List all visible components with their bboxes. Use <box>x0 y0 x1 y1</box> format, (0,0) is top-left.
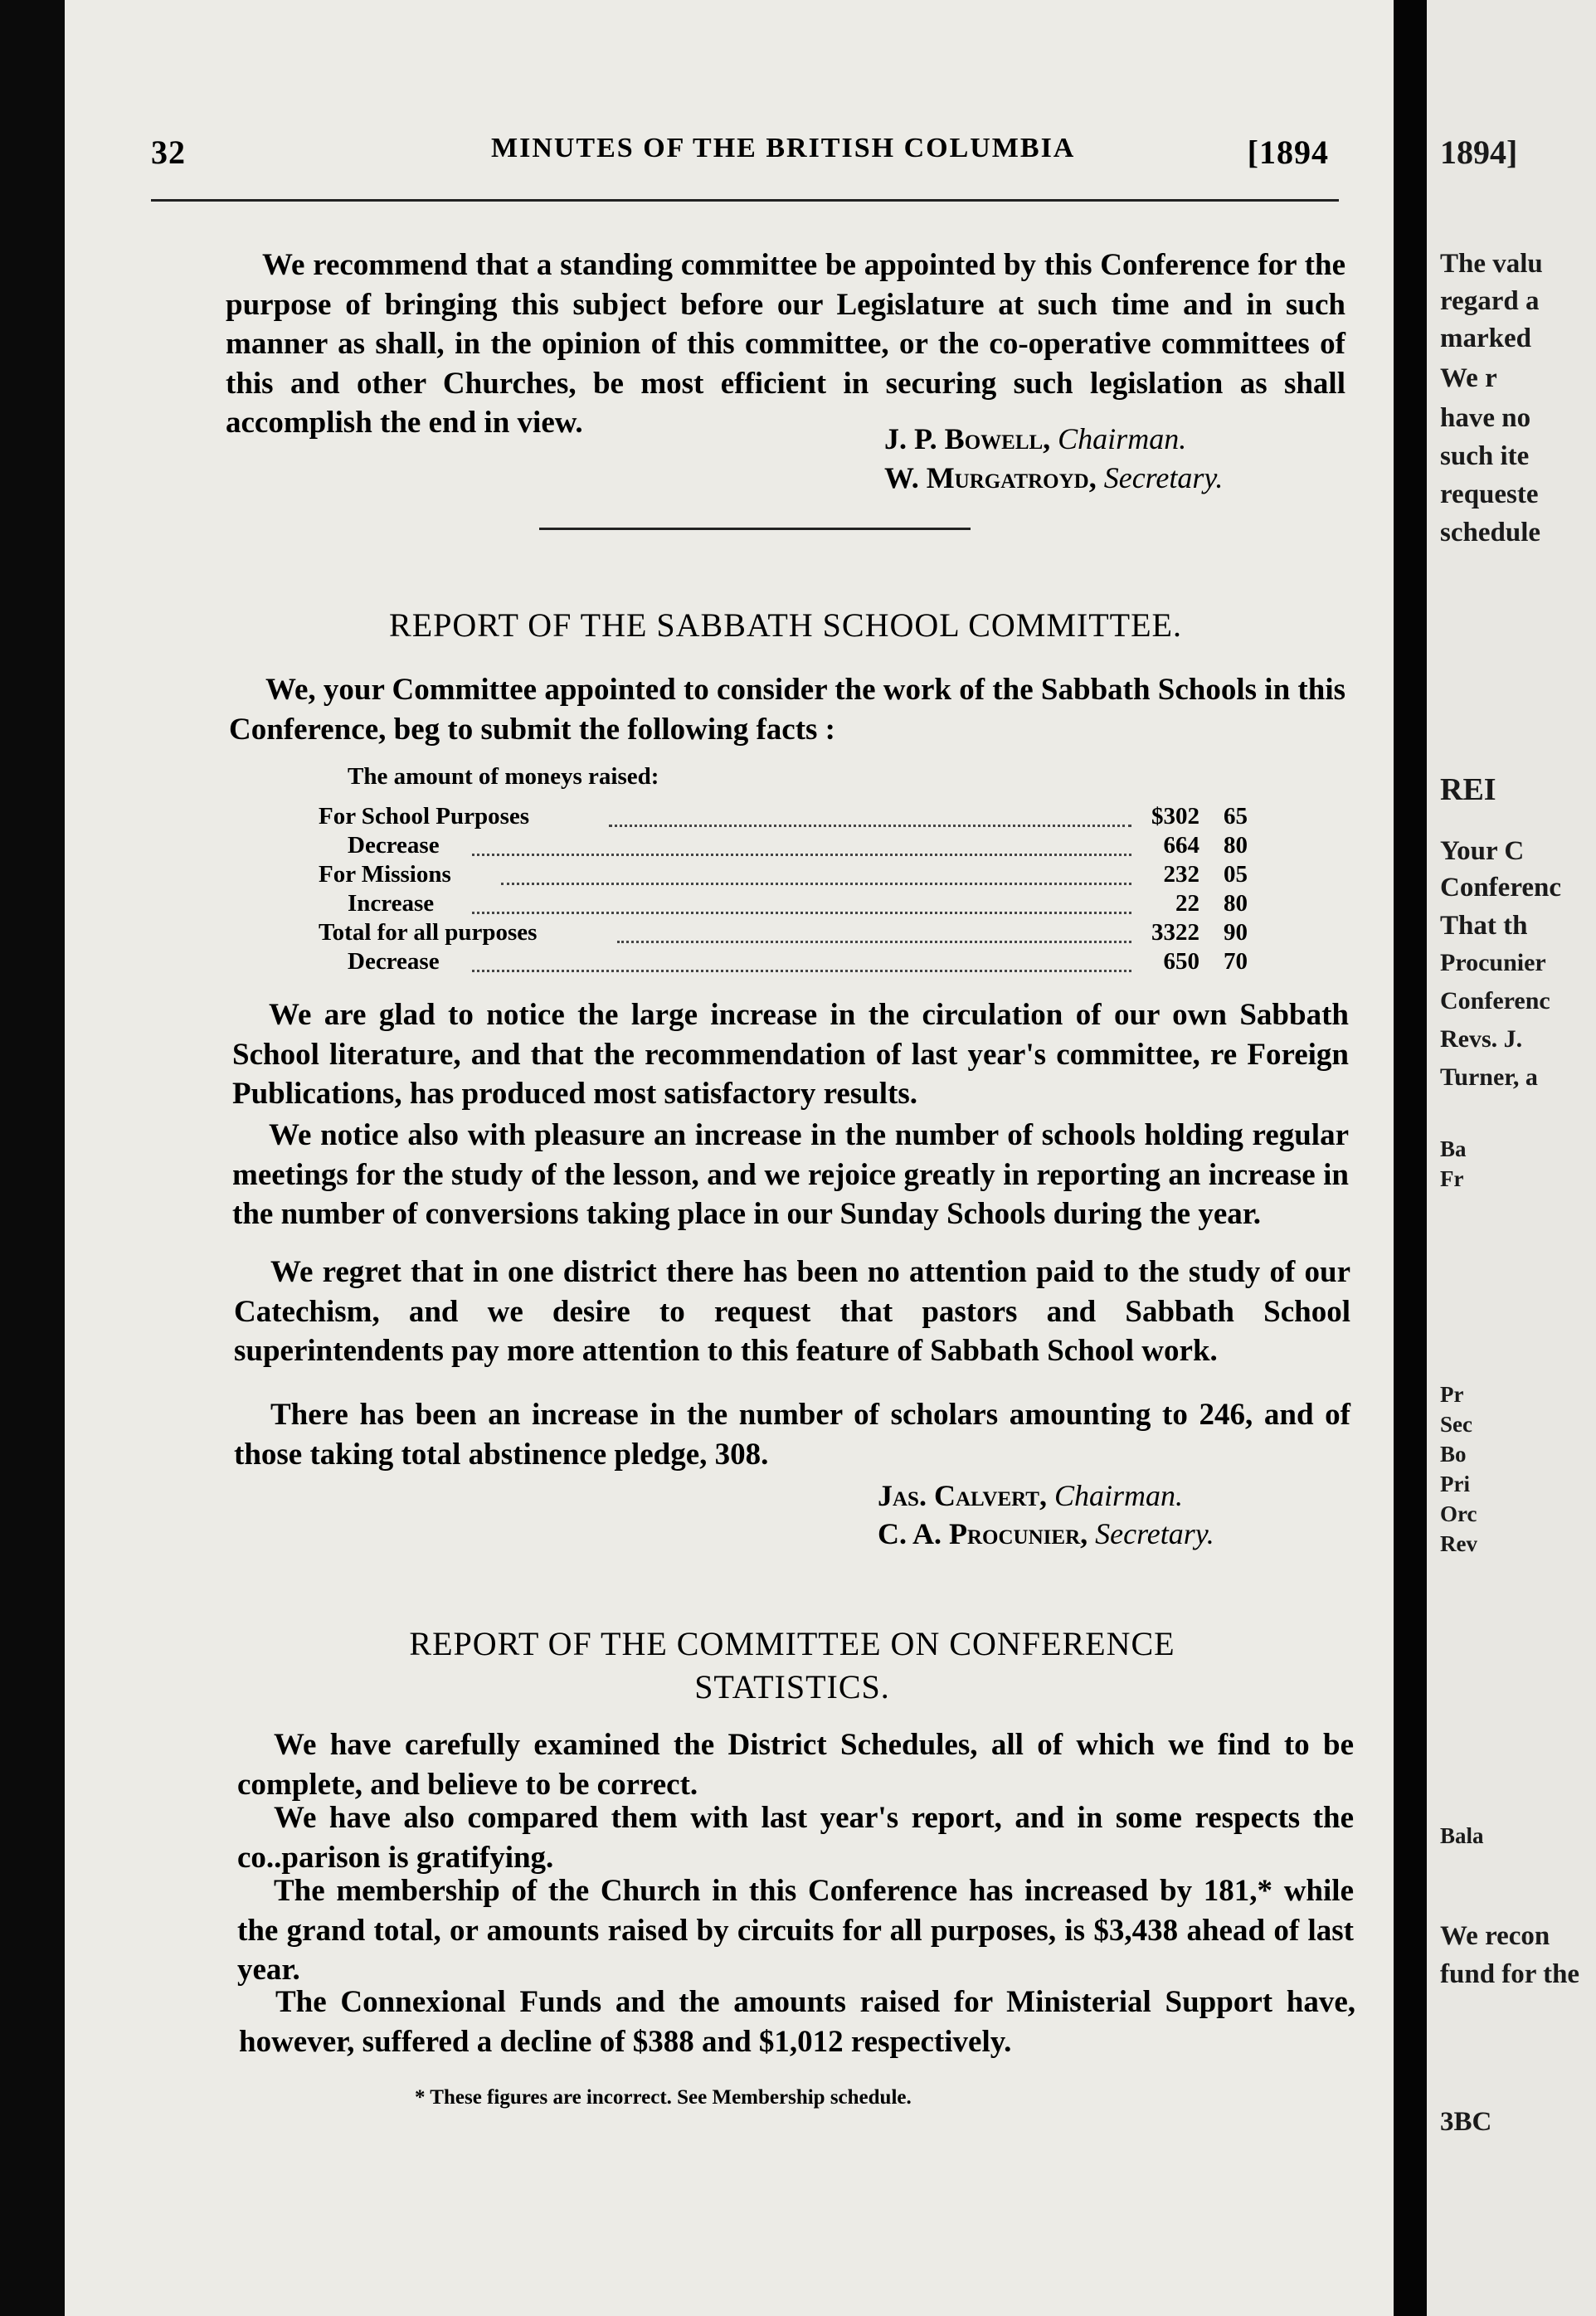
facing-page-line: have no <box>1440 403 1531 433</box>
facing-page-line: marked <box>1440 324 1531 353</box>
sabbath-school-chairman-signature: Jas. Calvert, Chairman. <box>878 1479 1184 1512</box>
facing-page-line: That th <box>1440 911 1528 941</box>
table-row: For School Purposes $302 65 <box>319 803 1248 830</box>
facing-page-line: We r <box>1440 363 1497 393</box>
section-divider <box>539 528 971 530</box>
page-year: [1894 <box>1247 134 1329 171</box>
facing-page-line: Rev <box>1440 1531 1477 1556</box>
facing-page-line: Procunier <box>1440 949 1546 976</box>
facing-page-line: Turner, a <box>1440 1063 1538 1091</box>
book-gutter <box>1394 0 1427 2316</box>
sabbath-school-secretary-signature: C. A. Procunier, Secretary. <box>878 1517 1214 1550</box>
temperance-secretary-signature: W. Murgatroyd, Secretary. <box>884 461 1224 494</box>
table-row: Increase 22 80 <box>348 890 1248 917</box>
table-row: Total for all purposes 3322 90 <box>319 919 1248 946</box>
facing-page <box>1427 0 1596 2316</box>
facing-page-line: Sec <box>1440 1412 1472 1437</box>
facing-page-line: requeste <box>1440 479 1539 509</box>
statistics-heading-line1: REPORT OF THE COMMITTEE ON CONFERENCE <box>409 1625 1175 1662</box>
sabbath-school-paragraph: We regret that in one district there has been no attention paid to the study of our Catechism, and we desire to request that pastors and Sabbath School superintendents pay more attention to this feature of Sabbath School work. <box>234 1255 1350 1368</box>
facing-page-line: 3BC <box>1440 2107 1492 2137</box>
facing-page-line: Pri <box>1440 1472 1470 1496</box>
statistics-paragraph: The membership of the Church in this Conference has increased by 181,* while the grand total, or amounts raised by circuits for all purposes, is $3,438 ahead of last year. <box>237 1874 1354 1987</box>
facing-page-line: Fr <box>1440 1166 1464 1191</box>
header-rule <box>151 199 1339 202</box>
table-row: For Missions 232 05 <box>319 861 1248 888</box>
facing-page-line: schedule <box>1440 518 1541 547</box>
facing-page-line: Pr <box>1440 1382 1464 1407</box>
facing-page-line: We recon <box>1440 1921 1550 1951</box>
facing-page-line: Bo <box>1440 1442 1467 1467</box>
statistics-heading-line2: STATISTICS. <box>694 1668 890 1705</box>
sabbath-school-heading: REPORT OF THE SABBATH SCHOOL COMMITTEE. <box>389 606 1182 644</box>
facing-page-line: Bala <box>1440 1823 1484 1848</box>
table-row: Decrease 650 70 <box>348 948 1248 975</box>
temperance-chairman-signature: J. P. Bowell, Chairman. <box>884 422 1187 455</box>
sabbath-school-paragraph: We are glad to notice the large increase in the circulation of our own Sabbath School literature, and that the recommendation of last year's committee, re Foreign Publications, has produced most satisfactory results. <box>232 998 1349 1111</box>
facing-page-line: 1894] <box>1440 134 1518 171</box>
table-row: Decrease 664 80 <box>348 832 1248 859</box>
facing-page-line: such ite <box>1440 441 1530 471</box>
facing-page-line: The valu <box>1440 249 1543 279</box>
facing-page-line: fund for the <box>1440 1959 1580 1989</box>
facing-page-line: REI <box>1440 772 1496 807</box>
temperance-paragraph: We recommend that a standing committee be appointed by this Conference for the purpose of bringing this subject before our Legislature at such time and in such manner as shall, in the opinion of this committee, or the co-operative committees of this and other Churches, be most efficient in securing such legislation as shall accomplish the end in view. <box>226 248 1345 440</box>
facing-page-line: Orc <box>1440 1501 1477 1526</box>
sabbath-school-paragraph: There has been an increase in the number of scholars amounting to 246, and of those taking total abstinence pledge, 308. <box>234 1398 1350 1472</box>
sabbath-school-paragraph: We notice also with pleasure an increase in the number of schools holding regular meetings for the study of the lesson, and we rejoice greatly in reporting an increase in the number of conversions taking place in our Sunday Schools during the year. <box>232 1118 1349 1231</box>
left-page-edge <box>0 0 65 2316</box>
footnote: * These figures are incorrect. See Membership schedule. <box>415 2086 912 2109</box>
running-title: MINUTES OF THE BRITISH COLUMBIA <box>491 133 1076 163</box>
statistics-paragraph: We have carefully examined the District Schedules, all of which we find to be complete, and believe to be correct. <box>237 1728 1354 1802</box>
page-number: 32 <box>151 134 186 171</box>
facing-page-line: Revs. J. <box>1440 1025 1523 1053</box>
facing-page-line: Conferenc <box>1440 873 1562 903</box>
running-head <box>151 133 1329 182</box>
facing-page-line: Conferenc <box>1440 987 1550 1014</box>
moneys-table-intro: The amount of moneys raised: <box>348 763 659 790</box>
facing-page-line: regard a <box>1440 286 1540 316</box>
statistics-paragraph: We have also compared them with last year's report, and in some respects the co..parison is gratifying. <box>237 1801 1354 1875</box>
facing-page-line: Your C <box>1440 836 1525 866</box>
facing-page-line: Ba <box>1440 1136 1467 1161</box>
statistics-paragraph: The Connexional Funds and the amounts raised for Ministerial Support have, however, suffered a decline of $388 and $1,012 respectively. <box>239 1985 1355 2059</box>
sabbath-school-intro: We, your Committee appointed to consider the work of the Sabbath Schools in this Conference, beg to submit the following facts : <box>229 673 1345 747</box>
